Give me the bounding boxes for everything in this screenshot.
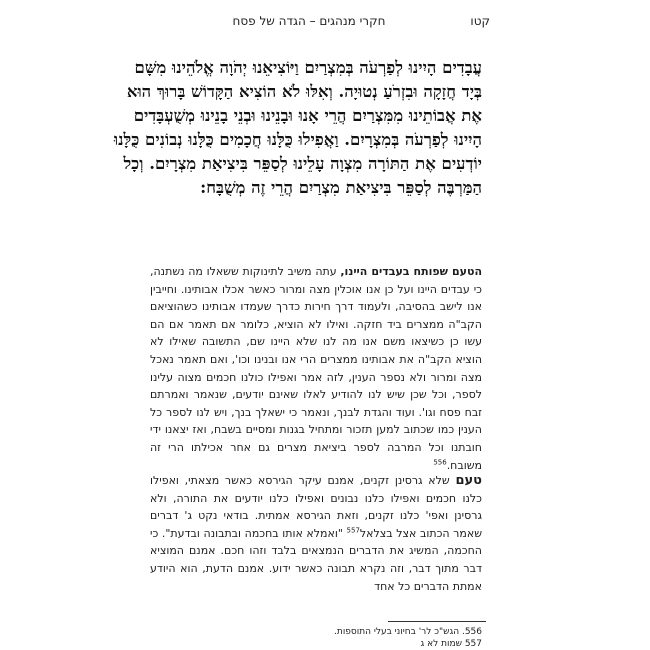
footnote-divider [388,621,486,622]
commentary-lead: טעם [455,473,483,488]
running-header: חקרי מנהגים – הגדה של פסח [232,14,386,28]
commentary-text: שלא גרסינן זקנים, אמנם עיקר הגירסא כאשר מצאתי, ואפילו כלנו חכמים ואפילו כלנו נבונים ואפילו כלנו יודעים את התורה, ולא גרסינן ואפי' כלנו זקנים, וזאת הגירסא אמתית. בודאי נקט ג' דברים שאמר הכתוב אצל בצלאל [150,474,482,540]
commentary-paragraph [150,263,482,474]
footnote-ref: 557 [346,526,360,535]
commentary-text: עתה משיב לתינוקות ששאלו מה נשתנה, כי עבדים היינו ועל כן אנו אוכלין מצה ומרור כאשר אכלו אבותינו. וחייבין אנו לישב בהסיבה, ולעמוד דרך חירות כדרך שעמדו אבותינו כשהוציאם הקב"ה ממצרים ביד חזקה. ואילו לא הוציא, כלומר אם תאמר אם הם עשו כן כשיצאו משם אנו מה לנו שלא היינו שם, התשובה שאילו לא הוציא הקב"ה את אבותינו ממצרים הרי אנו ובנינו וכו', ואם תאמר נאכל מצה ומרור ולא נספר הענין, לזה אמר ואפילו כולנו חכמים מצוה עלינו לספר, וכל שכן שיש לנו להודיע לאלו שאינם יודעים, שנאמר ואמרתם זבח פסח וגו'. ועוד והגדת לבנך, ונאמר כי ישאלך בנך, ויש לנו לספר כל הענין כמו שכתוב למען תזכור ומתחיל בגנות ומסיים בשבח, ואז יצאנו ידי חובתנו וכל המרבה לספר ביציאת מצרים גם אחר אכילתו הרי זה משובח. [150,265,482,472]
page-number: קטו [470,14,490,28]
footnote: 556. הגש"כ לר' בחיוני בעלי התוספות. [334,627,482,637]
haggadah-line: הַמַּרְבֶּה לְסַפֵּר בִּיצִיאַת מִצְרַיִם הֲרֵי זֶה מְשֻׁבָּח: [200,178,482,197]
haggadah-line: בְּיָד חֲזָקָה וּבִזְרֹעַ נְטוּיָה. וְאִלּוּ לֹא הוֹצִיא הַקָּדוֹשׁ בָּרוּךְ הוּא [126,82,482,101]
commentary-paragraph [150,472,482,595]
footnote: 557 שמות לא ג [420,639,482,649]
haggadah-line: יוֹדְעִים אֶת הַתּוֹרָה מִצְוָה עָלֵינוּ לְסַפֵּר בִּיצִיאַת מִצְרָיִם. וְכָל [123,154,482,173]
haggadah-line: הָיִינוּ לְפַרְעֹה בְּמִצְרָיִם. וַאֲפִילוּ כֻּלָּנוּ חֲכָמִים כֻּלָּנוּ נְבוֹנִים כֻּלָּנוּ [113,130,482,149]
commentary-text: "ואמלא אותו בחכמה ובתבונה ובדעת". כי החכמה, המשיג את הדברים הנמצאים בלבד וזהו חכם. אמנם המוציא דבר מתוך דבר, וזה נקרא תבונה כאשר ידוע. אמנם הדעת, הוא היודע אמתת הדברים כל אחד [150,526,482,593]
footnotes [150,626,482,650]
haggadah-line: עֲבָדִים הָיִינוּ לְפַרְעֹה בְּמִצְרַיִם וַיּוֹצִיאֵנוּ יְהֹוָה אֱלֹהֵינוּ מִשָּׁם [134,58,482,77]
haggadah-text [113,56,482,200]
haggadah-line: אֶת אֲבוֹתֵינוּ מִמִּצְרַיִם הֲרֵי אָנוּ וּבָנֵינוּ וּבְנֵי בָנֵינוּ מְשֻׁעְבָּדִים [133,106,482,125]
footnote-ref: 556 [433,457,447,466]
commentary-lead: הטעם שפותח בעבדים היינו, [340,265,483,278]
